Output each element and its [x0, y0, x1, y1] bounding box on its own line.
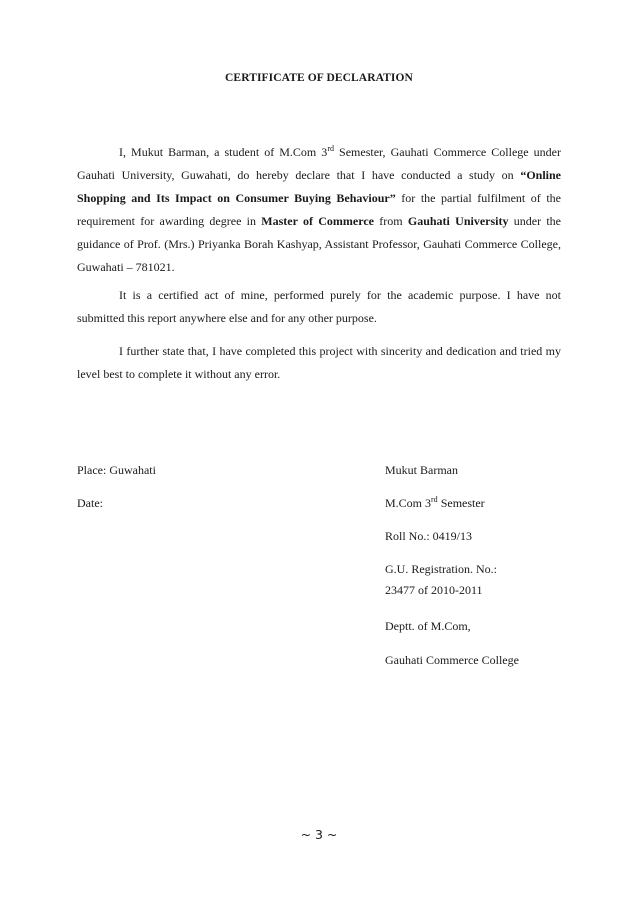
place-line: Place: Guwahati: [77, 463, 156, 477]
department: Deptt. of M.Com,: [385, 619, 471, 633]
course-superscript: rd: [431, 495, 438, 504]
paragraph-1-text-d: from: [374, 214, 408, 228]
page-title: CERTIFICATE OF DECLARATION: [225, 72, 413, 84]
paragraph-1-text-b: Semester, Gauhati Commerce College under Gauhati University, Guwahati, do hereby declare that I have conducted a study on: [77, 145, 561, 182]
paragraph-3-text: I further state that, I have completed this project with sincerity and dedication and tried my level best to complete it without any error.: [77, 344, 561, 381]
college-name: Gauhati Commerce College: [385, 653, 519, 667]
registration-label: G.U. Registration. No.:: [385, 562, 497, 576]
paragraph-2-text: It is a certified act of mine, performed purely for the academic purpose. I have not submitted this report anywhere else and for any other purpose.: [77, 288, 561, 325]
course-suffix: Semester: [437, 496, 485, 510]
page-number: ~ 3 ~: [300, 827, 338, 842]
declaration-paragraph-3: [77, 340, 561, 386]
university-name: Gauhati University: [407, 214, 509, 228]
paragraph-1-text-a: I, Mukut Barman, a student of M.Com 3: [119, 145, 328, 159]
declaration-paragraph-1: [77, 141, 561, 279]
course-prefix: M.Com 3: [385, 496, 432, 510]
date-line: Date:: [77, 496, 103, 510]
roll-number: Roll No.: 0419/13: [385, 529, 473, 543]
paragraph-1-text-c: for the partial fulfilment of the requirement for awarding degree in: [77, 191, 561, 228]
superscript-rd: rd: [327, 144, 334, 153]
paragraph-1-text-e: under the guidance of Prof. (Mrs.) Priyanka Borah Kashyap, Assistant Professor, Gauhati Commerce College, Guwahati – 781021.: [77, 214, 562, 274]
registration-value: 23477 of 2010-2011: [385, 583, 483, 597]
course-semester: [385, 495, 485, 511]
declaration-paragraph-2: [77, 284, 561, 330]
student-name: Mukut Barman: [385, 463, 458, 477]
project-title: “Online Shopping and Its Impact on Consumer Buying Behaviour”: [77, 168, 561, 205]
degree-name: Master of Commerce: [261, 214, 374, 228]
